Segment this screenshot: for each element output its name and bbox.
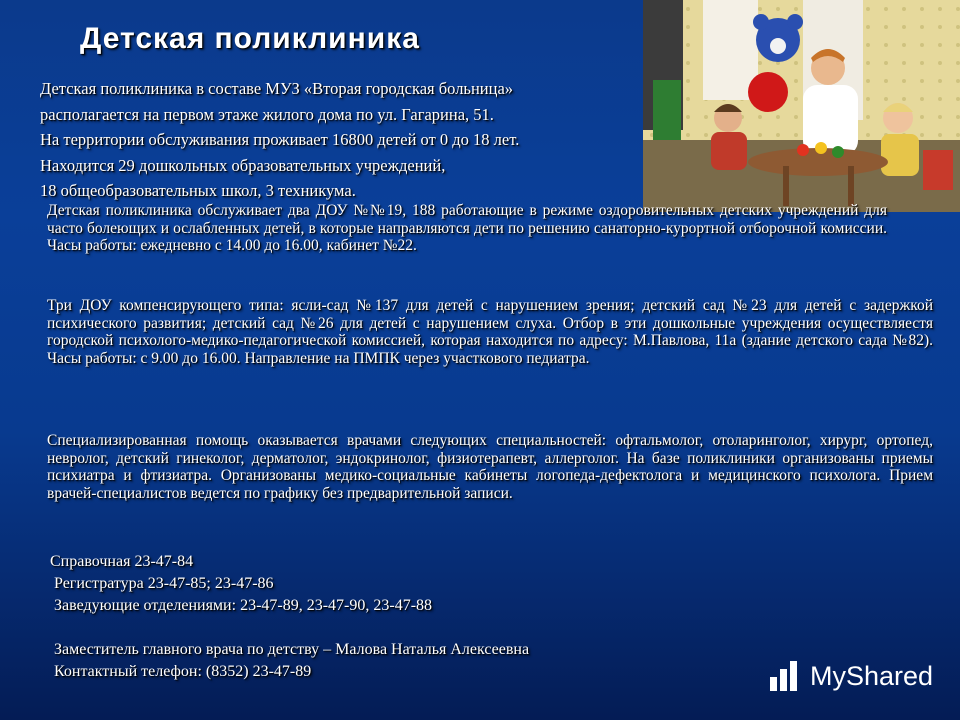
paragraph-dou-recovery: Детская поликлиника обслуживает два ДОУ №№19, 188 работающие в режиме оздоровительных детских учреждений для часто болеющих и ослабленных детей, в которые направляются дети по решению санаторно-курортной отборочной комиссии. Часы работы: ежедневно с 14.00 до 16.00, кабинет №22. — [47, 202, 887, 254]
paragraph-specialists: Специализированная помощь оказывается врачами следующих специальностей: офтальмолог, отоларинголог, хирург, ортопед, невролог, детский гинеколог, дерматолог, эндокринолог, физиотерапевт, аллерголог. На базе поликлиники организованы приемы психиатра и фтизиатра. Организованы медико-социальные кабинеты логопеда-дефектолога и медицинского психолога. Прием врачей-специалистов ведется по графику без предварительной записи. — [47, 432, 933, 502]
contact-department-heads: Заведующие отделениями: 23-47-89, 23-47-90, 23-47-88 — [54, 597, 433, 614]
contact-phone: Контактный телефон: (8352) 23-47-89 — [54, 663, 312, 680]
contact-reference-desk: Справочная 23-47-84 — [50, 553, 194, 570]
intro-block — [40, 76, 640, 204]
contacts-block — [50, 551, 529, 683]
intro-line: располагается на первом этаже жилого дома по ул. Гагарина, 51. — [40, 104, 494, 124]
contact-deputy-chief: Заместитель главного врача по детству – Малова Наталья Алексеевна — [54, 641, 530, 658]
intro-line: На территории обслуживания проживает 16800 детей от 0 до 18 лет. — [40, 130, 520, 149]
intro-line: Детская поликлиника в составе МУЗ «Вторая городская больница» — [40, 79, 514, 98]
watermark-logo — [768, 658, 933, 694]
paragraph-dou-compensatory: Три ДОУ компенсирующего типа: ясли-сад №137 для детей с нарушением зрения; детский сад №23 для детей с задержкой психического развития; детский сад №26 для детей с нарушением слуха. Отбор в эти дошкольные учреждения осуществляестя городской психолого-медико-педагогической комиссией, которая находится по адресу: М.Павлова, 11а (здание детского сада №82). Часы работы: с 9.00 до 16.00. Направление на ПМПК через участкового педиатра. — [47, 297, 933, 367]
clinic-photo-image — [643, 0, 960, 212]
myshared-logo-icon — [768, 659, 804, 693]
intro-line: 18 общеобразовательных школ, 3 техникума. — [40, 181, 356, 200]
page-title: Детская поликлиника — [80, 22, 420, 55]
watermark-text: MyShared — [810, 660, 934, 691]
contact-registry: Регистратура 23-47-85; 23-47-86 — [54, 575, 274, 592]
clinic-photo — [643, 0, 960, 212]
intro-line: Находится 29 дошкольных образовательных учреждений, — [40, 155, 446, 175]
